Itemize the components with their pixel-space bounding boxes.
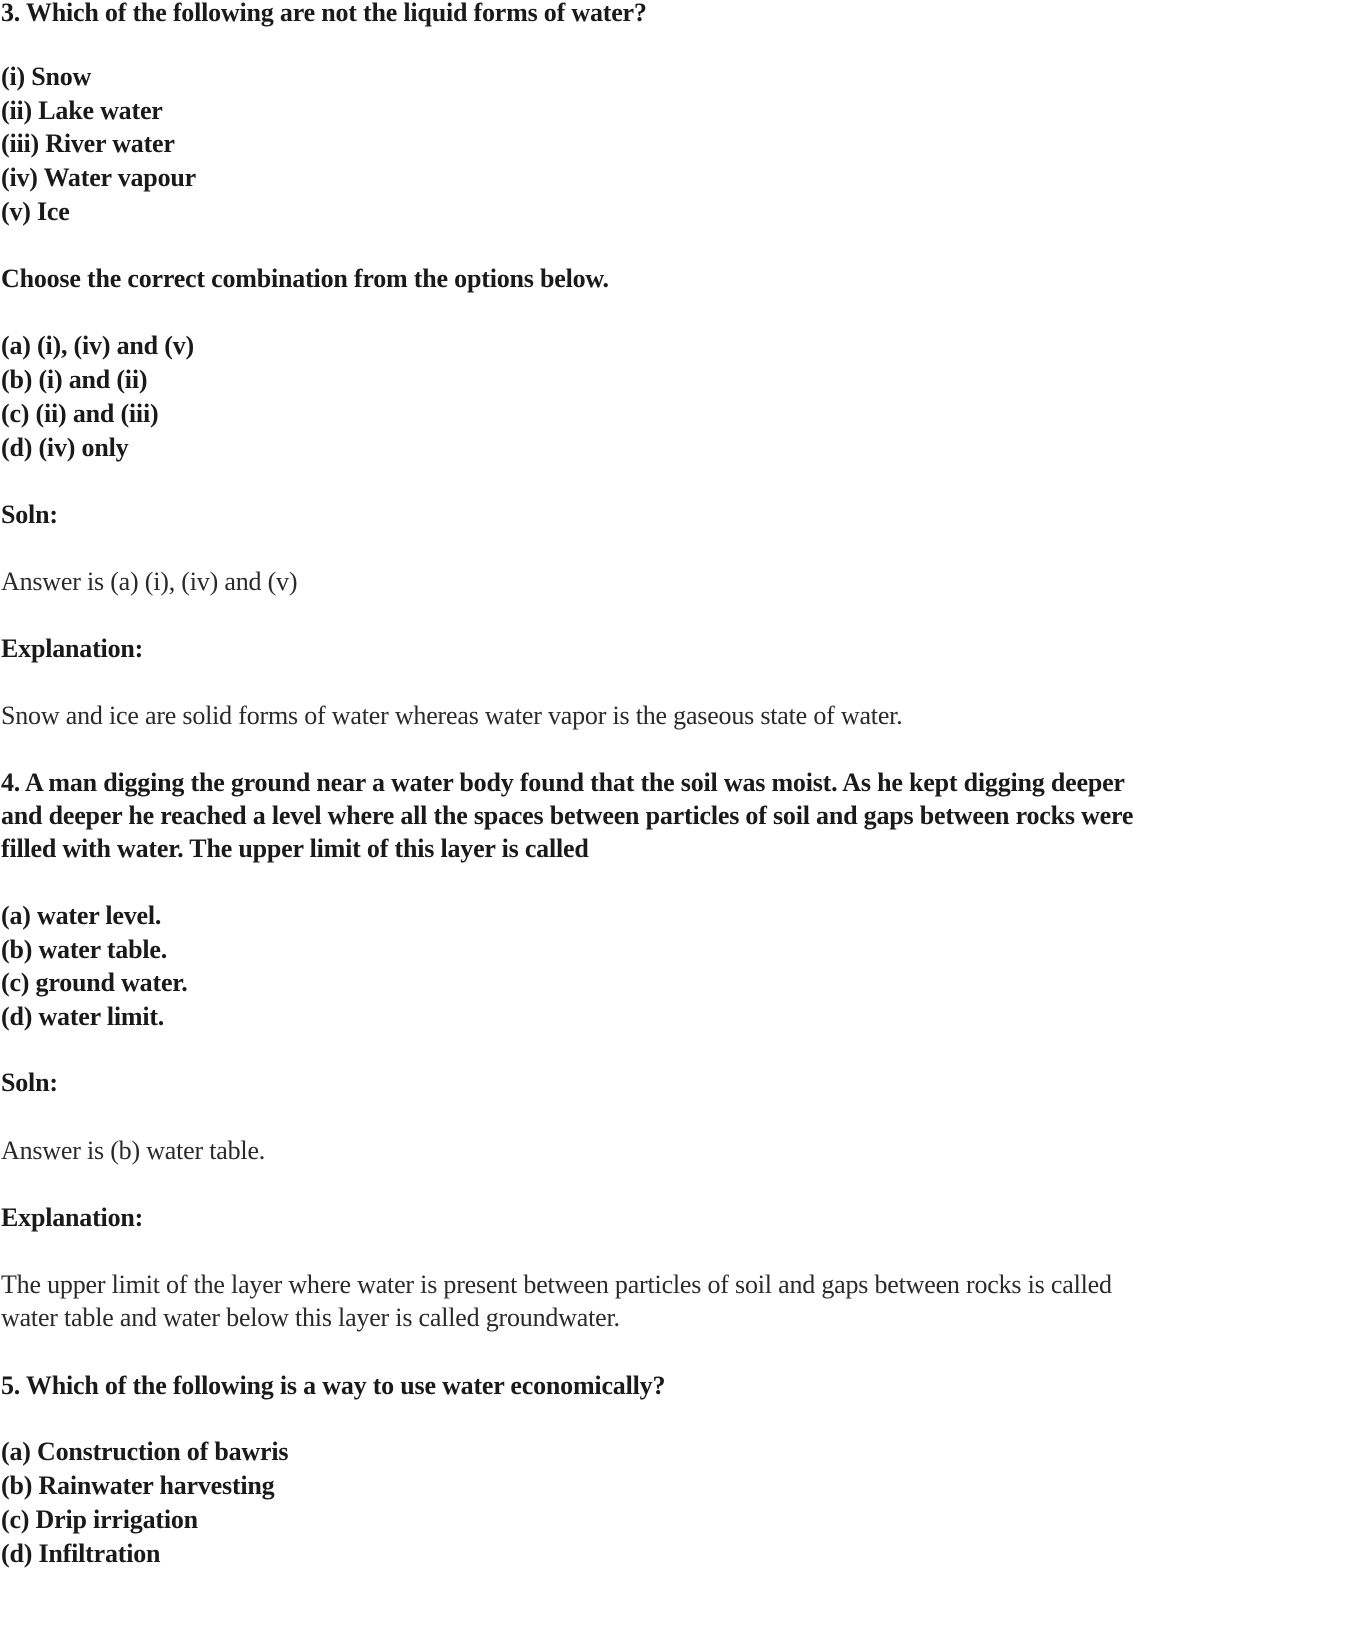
question-text: 5. Which of the following is a way to use water economically? [1, 1371, 666, 1400]
question-text: 3. Which of the following are not the liquid forms of water? [1, 0, 647, 27]
option-b: (b) Rainwater harvesting [1, 1471, 275, 1500]
option-c: (c) ground water. [1, 968, 188, 997]
list-item: (v) Ice [1, 197, 70, 226]
option-c: (c) Drip irrigation [1, 1505, 198, 1534]
option-a: (a) (i), (iv) and (v) [1, 331, 194, 360]
question-text-line: and deeper he reached a level where all the spaces between particles of soil and gaps between rocks were [1, 801, 1134, 830]
instruction-text: Choose the correct combination from the options below. [1, 264, 609, 293]
answer-text: Answer is (a) (i), (iv) and (v) [1, 567, 298, 596]
option-b: (b) (i) and (ii) [1, 365, 148, 394]
question-text-line: filled with water. The upper limit of this layer is called [1, 834, 589, 863]
option-d: (d) (iv) only [1, 433, 129, 462]
explanation-text: Snow and ice are solid forms of water whereas water vapor is the gaseous state of water. [1, 701, 903, 730]
soln-label: Soln: [1, 500, 58, 529]
explanation-text-line: water table and water below this layer is called groundwater. [1, 1303, 620, 1332]
explanation-label: Explanation: [1, 1203, 144, 1232]
option-c: (c) (ii) and (iii) [1, 399, 159, 428]
option-d: (d) Infiltration [1, 1539, 161, 1568]
explanation-label: Explanation: [1, 634, 144, 663]
option-a: (a) water level. [1, 901, 162, 930]
soln-label: Soln: [1, 1068, 58, 1097]
answer-text: Answer is (b) water table. [1, 1136, 266, 1165]
option-b: (b) water table. [1, 935, 168, 964]
option-d: (d) water limit. [1, 1002, 165, 1031]
list-item: (iii) River water [1, 129, 175, 158]
option-a: (a) Construction of bawris [1, 1437, 289, 1466]
question-text-line: 4. A man digging the ground near a water body found that the soil was moist. As he kept digging deeper [1, 768, 1125, 797]
list-item: (i) Snow [1, 62, 92, 91]
list-item: (iv) Water vapour [1, 163, 196, 192]
explanation-text-line: The upper limit of the layer where water is present between particles of soil and gaps between rocks is called [1, 1270, 1112, 1299]
list-item: (ii) Lake water [1, 96, 163, 125]
